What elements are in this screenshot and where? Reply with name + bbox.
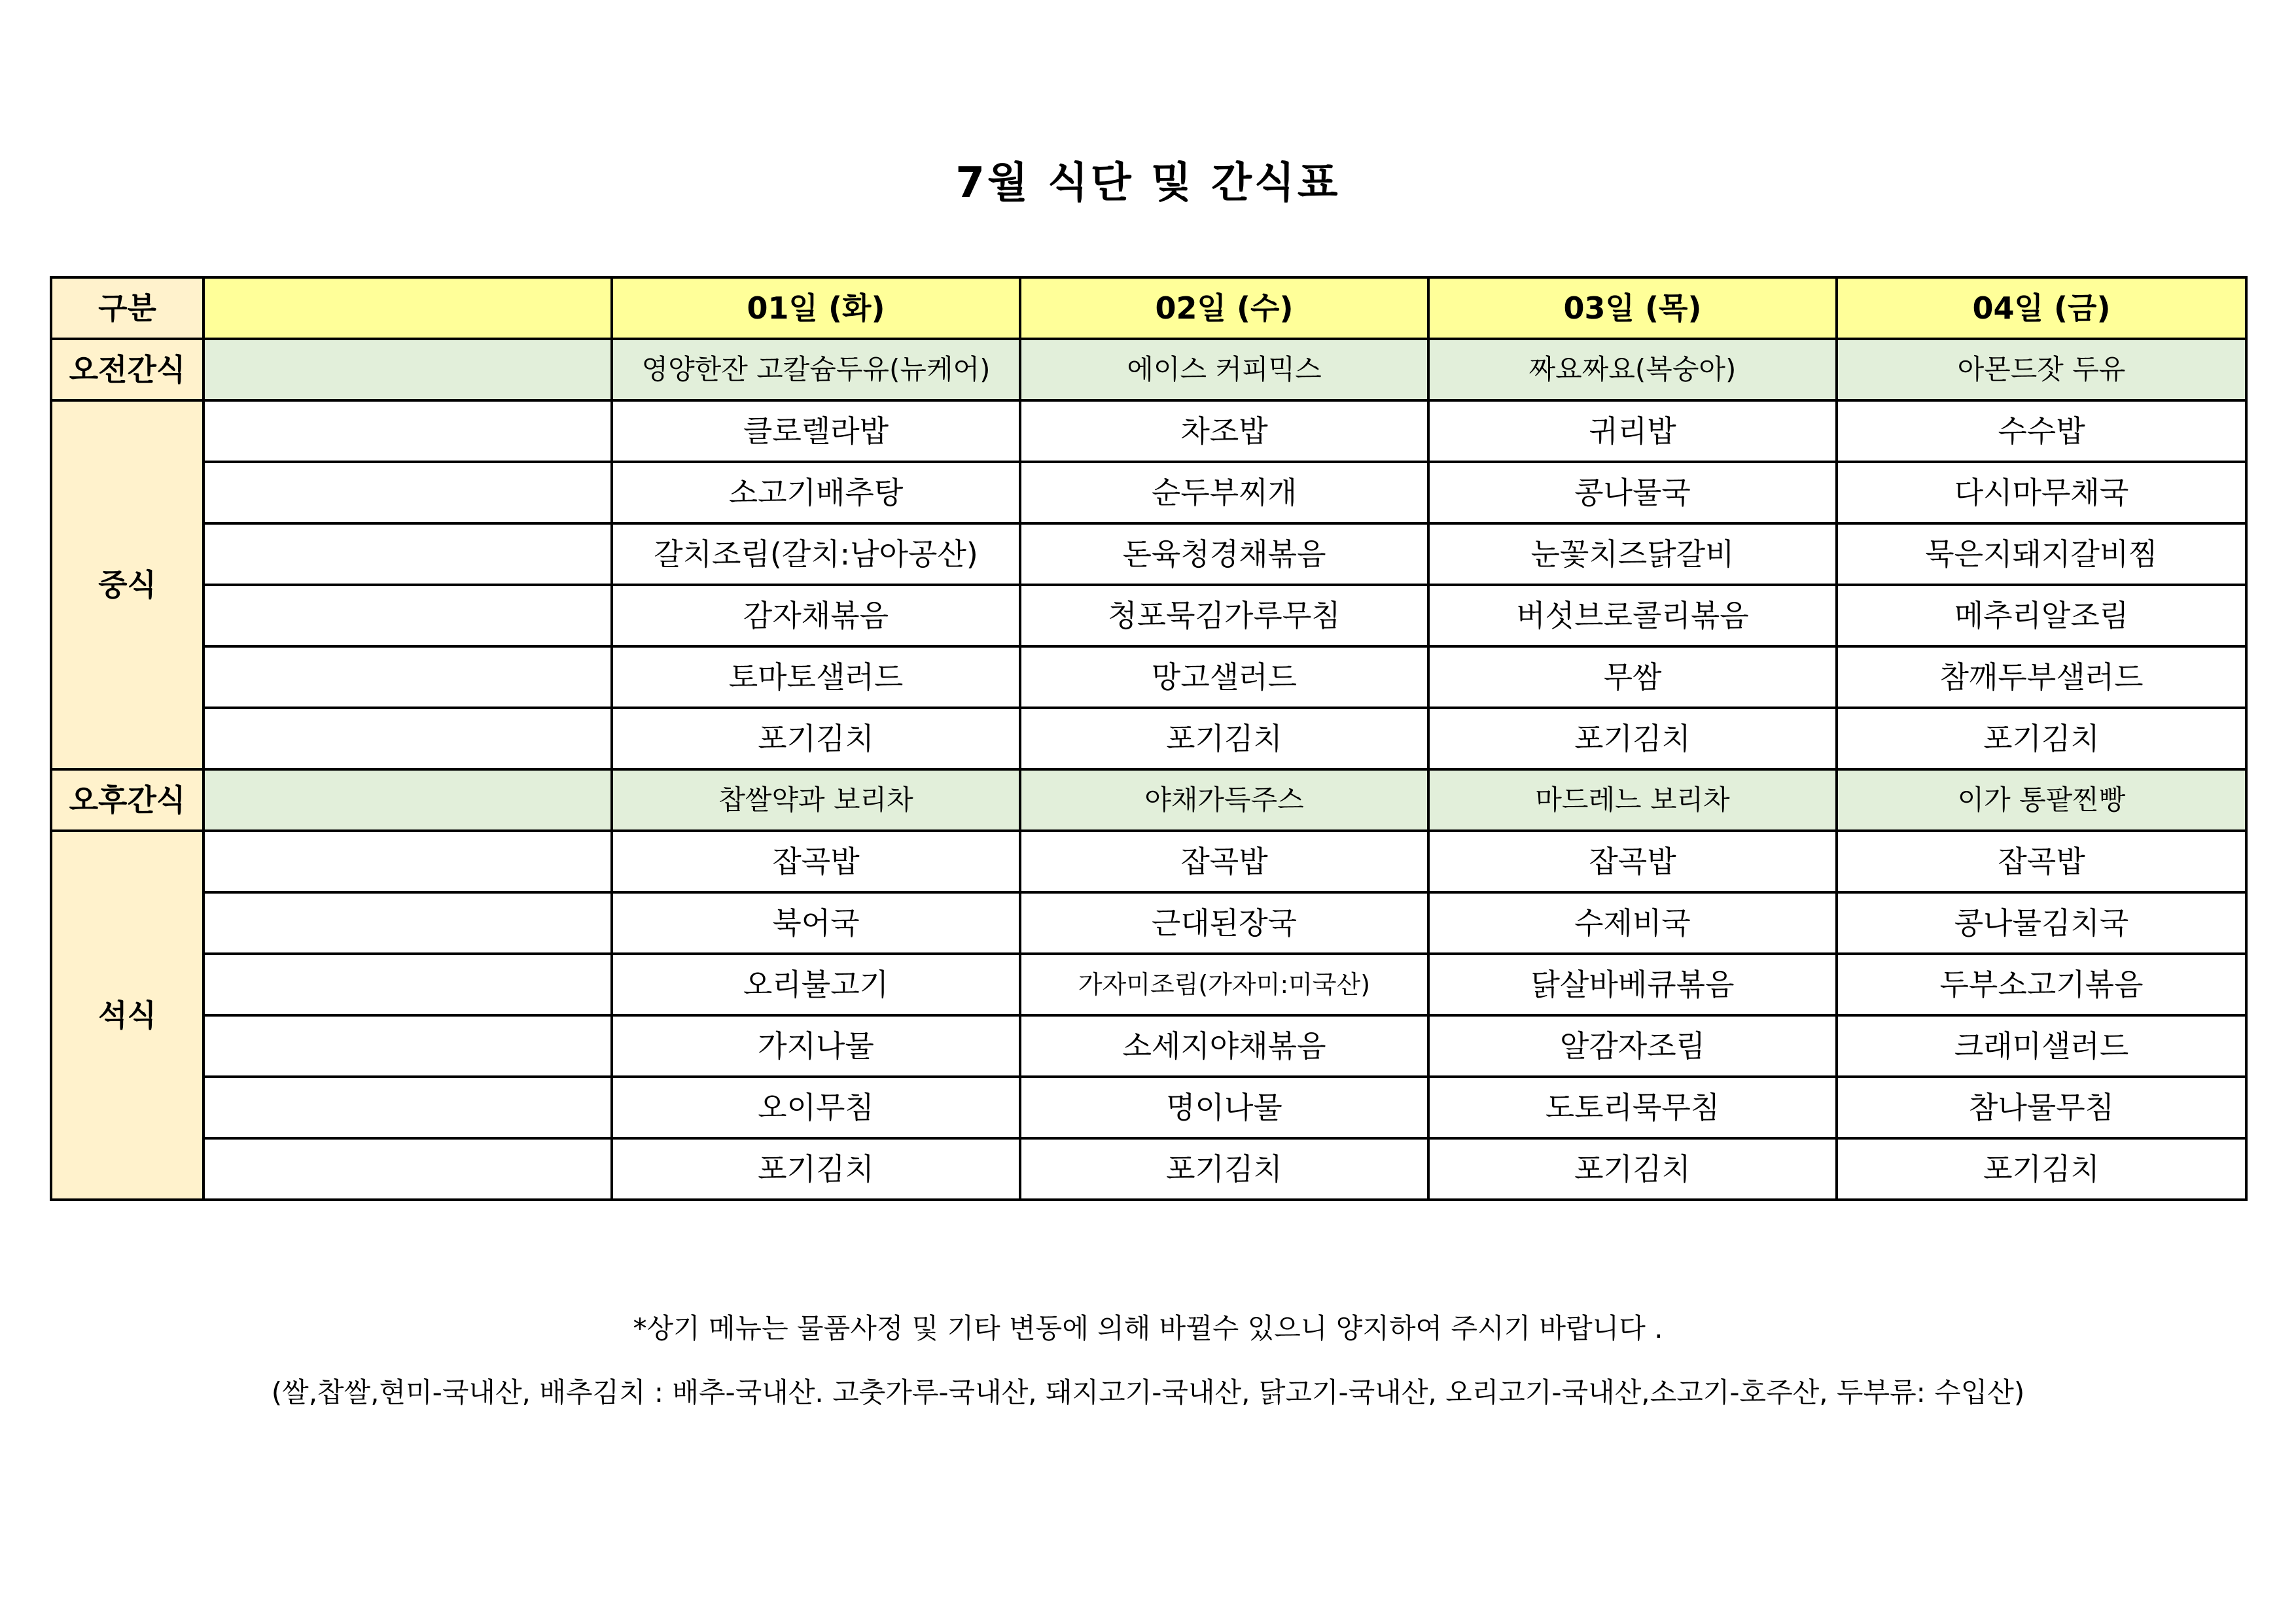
lunch-row <box>51 585 2246 646</box>
dinner-row <box>51 954 2246 1015</box>
menu-item: 오이무침 <box>612 1077 1020 1138</box>
menu-item: 소세지야채볶음 <box>1020 1015 1428 1077</box>
menu-item: 묵은지돼지갈비찜 <box>1837 523 2246 585</box>
lunch-row <box>51 646 2246 708</box>
menu-item: 참깨두부샐러드 <box>1837 646 2246 708</box>
lunch-row <box>51 523 2246 585</box>
blank-cell <box>203 892 612 954</box>
category-label-lunch: 중식 <box>51 400 203 769</box>
menu-item: 도토리묵무침 <box>1428 1077 1837 1138</box>
blank-cell <box>203 769 612 831</box>
menu-item: 크래미샐러드 <box>1837 1015 2246 1077</box>
menu-item: 토마토샐러드 <box>612 646 1020 708</box>
menu-item: 가자미조림(가자미:미국산) <box>1020 954 1428 1015</box>
lunch-row <box>51 708 2246 769</box>
menu-item: 두부소고기볶음 <box>1837 954 2246 1015</box>
menu-item: 수제비국 <box>1428 892 1837 954</box>
dinner-row <box>51 892 2246 954</box>
menu-item: 근대된장국 <box>1020 892 1428 954</box>
menu-item: 콩나물국 <box>1428 462 1837 523</box>
menu-item: 무쌈 <box>1428 646 1837 708</box>
menu-item: 에이스 커피믹스 <box>1020 339 1428 400</box>
day-header: 04일 (금) <box>1837 277 2246 339</box>
menu-item: 포기김치 <box>1837 1138 2246 1200</box>
menu-item: 이가 통팥찐빵 <box>1837 769 2246 831</box>
menu-item: 야채가득주스 <box>1020 769 1428 831</box>
menu-item: 눈꽃치즈닭갈비 <box>1428 523 1837 585</box>
menu-item: 잡곡밥 <box>612 831 1020 892</box>
blank-cell <box>203 646 612 708</box>
menu-item: 순두부찌개 <box>1020 462 1428 523</box>
menu-item: 포기김치 <box>1837 708 2246 769</box>
notice-text: *상기 메뉴는 물품사정 및 기타 변동에 의해 바뀔수 있으니 양지하여 주시기 바랍니다 . <box>633 1312 1663 1344</box>
menu-item: 클로렐라밥 <box>612 400 1020 462</box>
menu-item: 차조밥 <box>1020 400 1428 462</box>
menu-item: 명이나물 <box>1020 1077 1428 1138</box>
day-header: 03일 (목) <box>1428 277 1837 339</box>
menu-item: 청포묵김가루무침 <box>1020 585 1428 646</box>
category-label-morning-snack: 오전간식 <box>51 339 203 400</box>
menu-item: 잡곡밥 <box>1020 831 1428 892</box>
menu-item: 콩나물김치국 <box>1837 892 2246 954</box>
menu-item: 북어국 <box>612 892 1020 954</box>
category-header: 구분 <box>51 277 203 339</box>
menu-item: 영양한잔 고칼슘두유(뉴케어) <box>612 339 1020 400</box>
menu-item: 짜요짜요(복숭아) <box>1428 339 1837 400</box>
lunch-row <box>51 400 2246 462</box>
menu-item: 포기김치 <box>1428 708 1837 769</box>
blank-cell <box>203 831 612 892</box>
lunch-row <box>51 462 2246 523</box>
menu-item: 찹쌀약과 보리차 <box>612 769 1020 831</box>
blank-cell <box>203 1138 612 1200</box>
dinner-row <box>51 831 2246 892</box>
menu-item: 마드레느 보리차 <box>1428 769 1837 831</box>
menu-item: 포기김치 <box>1428 1138 1837 1200</box>
menu-item: 버섯브로콜리볶음 <box>1428 585 1837 646</box>
day-header: 01일 (화) <box>612 277 1020 339</box>
menu-item: 귀리밥 <box>1428 400 1837 462</box>
origin-text: (쌀,찹쌀,현미-국내산, 배추김치 : 배추-국내산. 고춧가루-국내산, 돼지고기-국내산, 닭고기-국내산, 오리고기-국내산,소고기-호주산, 두부류: 수입산) <box>271 1376 2025 1408</box>
menu-item: 돈육청경채볶음 <box>1020 523 1428 585</box>
menu-item: 포기김치 <box>612 1138 1020 1200</box>
blank-header-cell <box>203 277 612 339</box>
blank-cell <box>203 954 612 1015</box>
day-header: 02일 (수) <box>1020 277 1428 339</box>
blank-cell <box>203 1015 612 1077</box>
morning-snack-row <box>51 339 2246 400</box>
blank-cell <box>203 400 612 462</box>
dinner-row <box>51 1077 2246 1138</box>
menu-item: 알감자조림 <box>1428 1015 1837 1077</box>
blank-cell <box>203 585 612 646</box>
page-title: 7월 식단 및 간식표 <box>955 159 1341 207</box>
menu-item: 메추리알조림 <box>1837 585 2246 646</box>
menu-item: 닭살바베큐볶음 <box>1428 954 1837 1015</box>
menu-item: 오리불고기 <box>612 954 1020 1015</box>
category-label-dinner: 석식 <box>51 831 203 1200</box>
blank-cell <box>203 523 612 585</box>
meal-table <box>50 276 2248 1201</box>
category-label-afternoon-snack: 오후간식 <box>51 769 203 831</box>
menu-item: 참나물무침 <box>1837 1077 2246 1138</box>
menu-item: 감자채볶음 <box>612 585 1020 646</box>
menu-item: 수수밥 <box>1837 400 2246 462</box>
afternoon-snack-row <box>51 769 2246 831</box>
menu-item: 잡곡밥 <box>1428 831 1837 892</box>
menu-item: 소고기배추탕 <box>612 462 1020 523</box>
blank-cell <box>203 1077 612 1138</box>
menu-item: 아몬드잣 두유 <box>1837 339 2246 400</box>
header-row <box>51 277 2246 339</box>
menu-item: 포기김치 <box>612 708 1020 769</box>
dinner-row <box>51 1138 2246 1200</box>
menu-item: 가지나물 <box>612 1015 1020 1077</box>
menu-item: 다시마무채국 <box>1837 462 2246 523</box>
dinner-row <box>51 1015 2246 1077</box>
blank-cell <box>203 708 612 769</box>
blank-cell <box>203 339 612 400</box>
menu-item: 포기김치 <box>1020 1138 1428 1200</box>
menu-item: 포기김치 <box>1020 708 1428 769</box>
menu-item: 망고샐러드 <box>1020 646 1428 708</box>
menu-item: 잡곡밥 <box>1837 831 2246 892</box>
blank-cell <box>203 462 612 523</box>
menu-item: 갈치조림(갈치:남아공산) <box>612 523 1020 585</box>
